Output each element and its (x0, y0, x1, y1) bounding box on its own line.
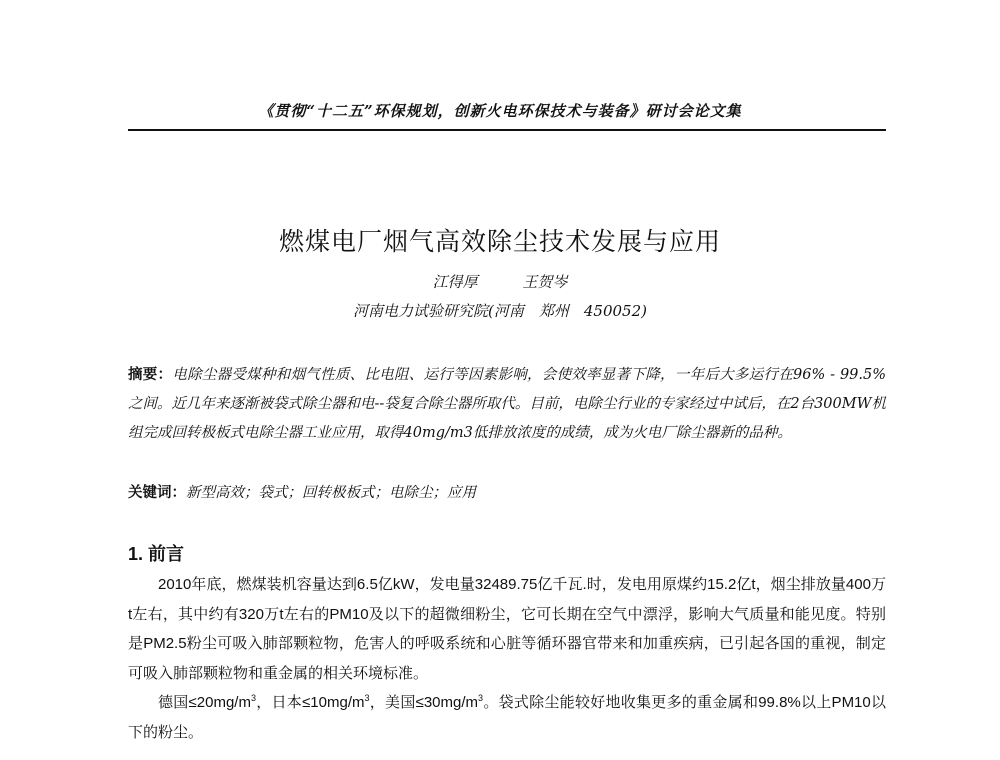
author-2: 王贺岑 (522, 273, 568, 291)
author-1: 江得厚 (432, 273, 478, 291)
sup-1: 3 (250, 693, 256, 703)
authors (0, 271, 1000, 292)
paragraph-2-rest: 。袋式除尘能较好地收集更多的重金属和99.8%以上PM10以下的粉尘。 (128, 694, 887, 741)
affiliation: 河南电力试验研究院(河南 郑州 450052) (353, 302, 647, 320)
header-rule (128, 129, 886, 131)
abstract-text: 电除尘器受煤种和烟气性质、比电阻、运行等因素影响，会使效率显著下降，一年后大多运行在96% - 99.5%之间。近几年来逐渐被袋式除尘器和电--袋复合除尘器所取代。目前，电除尘行业的专家经过中试后，在2台300MW机组完成回转极板式电除尘器工业应用，取得40mg/m3低排放浓度的成绩，成为火电厂除尘器新的品种。 (128, 367, 887, 441)
japan-limit: ，日本≤10mg/m (255, 694, 365, 711)
keywords (128, 481, 886, 505)
keywords-text: 新型高效；袋式；回转极板式；电除尘；应用 (186, 485, 476, 501)
running-header: 《贯彻“十二五”环保规划，创新火电环保技术与装备》研讨会论文集 (258, 102, 742, 120)
usa-limit: ，美国≤30mg/m (369, 694, 479, 711)
keywords-label: 关键词： (128, 484, 186, 501)
section-heading: 1. 前言 (128, 544, 185, 564)
body-paragraph-1: 2010年底，燃煤装机容量达到6.5亿kW，发电量32489.75亿千瓦.时，发电用原煤约15.2亿t，烟尘排放量400万t左右，其中约有320万t左右的PM10及以下的超微细粉尘，它可长期在空气中漂浮，影响大气质量和能见度。特别是PM2.5粉尘可吸入肺部颗粒物，危害人的呼吸系统和心脏等循环器官带来和加重疾病，已引起各国的重视，制定可吸入肺部颗粒物和重金属的相关环境标准。 (128, 576, 886, 682)
sup-2: 3 (364, 693, 370, 703)
body-paragraph-2 (128, 688, 886, 747)
abstract-label: 摘要： (128, 366, 173, 383)
abstract (128, 360, 886, 448)
sup-3: 3 (478, 693, 484, 703)
germany-limit: 德国≤20mg/m (158, 694, 251, 711)
paper-title: 燃煤电厂烟气高效除尘技术发展与应用 (278, 227, 721, 256)
